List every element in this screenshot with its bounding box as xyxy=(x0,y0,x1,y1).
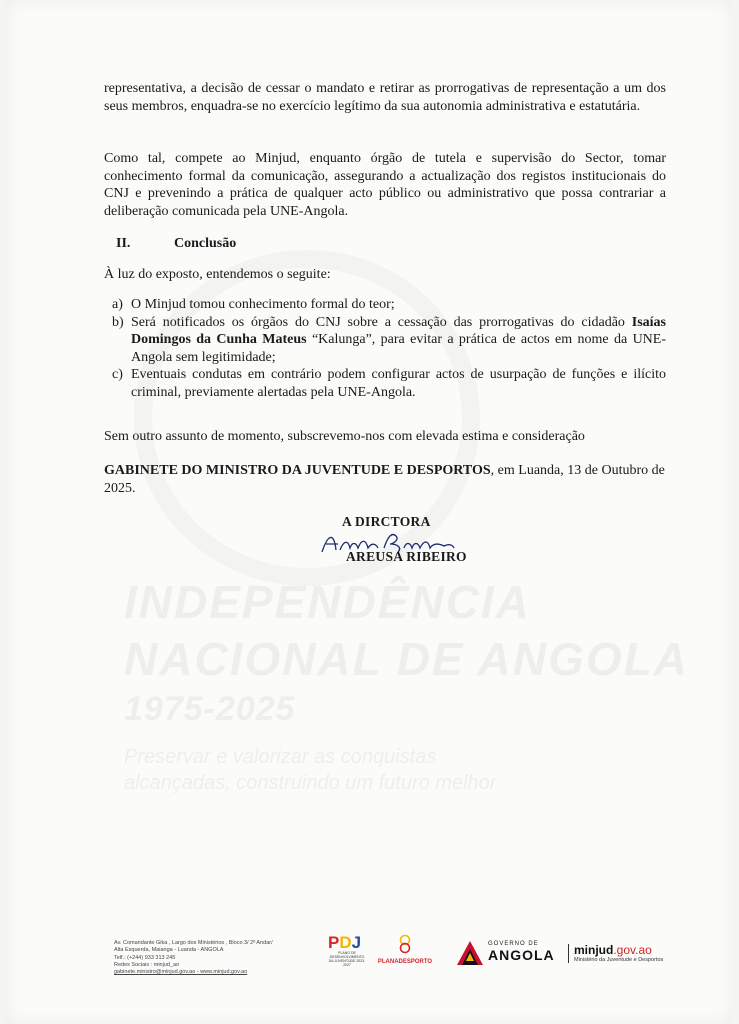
watermark-line-4: Preservar e valorizar as conquistas xyxy=(124,746,437,768)
watermark-line-2: NACIONAL DE ANGOLA xyxy=(124,633,689,685)
document-page: INDEPENDÊNCIA NACIONAL DE ANGOLA 1975-2025 Preservar e valorizar as conquistas alcançadas, construindo um futuro melhor representativa, a decisão de cessar o mandato e retirar as prorrogativas de representação a um dos seus membros, enquadra-se no exercício legítimo da sua autonomia administrativa e estatutária. Como tal, compete ao Minjud, enquanto órgão de tutela e supervisão do Sector, tomar conhecimento formal da comunicação, assegurando a actualização dos registos institucionais do CNJ e prevenindo a prática de qualquer acto público ou administrativo que possa contrariar a deliberação comunicada pela UNE-Angola. II. Conclusão À luz do exposto, entendemos o seguite: a) O Minjud tomou conhecimento formal do teor; b) Será notificados os órgãos do CNJ sobre a cessação das prorrogativas do cidadão Isaías Domingos da Cunha Mateus “Kalunga”, para evitar a prática de actos em nome da UNE-Angola sem legitimidade; c) Eventuais condutas em contrário podem configurar actos de usurpação de funções e ilícito criminal, previamente alertadas pela UNE-Angola. Sem outro assunto de momento, subscrevemo-nos com elevada estima e consideração GABINETE DO MINISTRO DA JUVENTUDE E DESPORTOS, em Luanda, 13 de Outubro de 2025. A DIRCTORA AREUSA RIBEIRO Av. Comandante Gika , Largo dos Ministérios , Bloco 3/ 2º Andar/ Alta Esquerda, Maianga - Luanda - ANGOLA Telf.: (+244) 933 313 245 Redes Sociais : minjud_ao gabinete.ministro@minjud.gov.ao - www.minjud.gov.ao PDJ PLANO DE DESENVOLVIMENTO DA JUVENTUDE 2023-2027 PLANADESPORTO GOVERNO DE ANGOLA minjud.gov.ao Ministério da Juventude e Desportos xyxy=(6,0,732,1024)
list-item: b) Será notificados os órgãos do CNJ sobre a cessação das prorrogativas do cidadão Isaías Domingos da Cunha Mateus “Kalunga”, para evitar a prática de actos em nome da UNE-Angola sem legitimidade; xyxy=(112,314,666,365)
watermark-line-3: 1975-2025 xyxy=(124,690,296,728)
conclusion-list xyxy=(104,296,666,401)
list-marker: c) xyxy=(112,367,123,382)
paragraph-1: representativa, a decisão de cessar o mandato e retirar as prorrogativas de representação a um dos seus membros, enquadra-se no exercício legítimo da sua autonomia administrativa e estatutária. xyxy=(104,81,666,114)
signature-title: A DIRCTORA xyxy=(342,514,431,529)
footer-address: Av. Comandante Gika , Largo dos Ministérios , Bloco 3/ 2º Andar/ Alta Esquerda, Maianga - Luanda - ANGOLA Telf.: (+244) 933 313 245 Redes Sociais : minjud_ao gabinete.ministro@minjud.gov.ao - www.minjud.gov.ao xyxy=(114,940,273,976)
office-name: GABINETE DO MINISTRO DA JUVENTUDE E DESPORTOS xyxy=(104,463,491,478)
minjud-logo: minjud.gov.ao Ministério da Juventude e Desportos xyxy=(568,944,684,963)
dateline: , em Luanda, 13 de Outubro de 2025. xyxy=(104,463,665,496)
planadesporto-logo: PLANADESPORTO xyxy=(374,934,436,965)
section-title: Conclusão xyxy=(174,236,237,251)
office-dateline xyxy=(104,462,666,497)
list-item: a) O Minjud tomou conhecimento formal do teor; xyxy=(112,297,395,312)
paragraph-2: Como tal, compete ao Minjud, enquanto órgão de tutela e supervisão do Sector, tomar conhecimento formal da comunicação, assegurando a actualização dos registos institucionais do CNJ e prevenindo a prática de qualquer acto público ou administrativo que possa contrariar a deliberação comunicada pela UNE-Angola. xyxy=(104,151,666,219)
pdj-logo: PDJ PLANO DE DESENVOLVIMENTO DA JUVENTUDE 2023-2027 xyxy=(328,933,366,967)
list-item: c) Eventuais condutas em contrário podem configurar actos de usurpação de funções e ilícito criminal, previamente alertadas pela UNE-Angola. xyxy=(112,367,666,400)
angola-emblem-icon xyxy=(456,940,484,966)
closing-text: Sem outro assunto de momento, subscrevemo-nos com elevada estima e consideração xyxy=(104,429,585,444)
citizen-name: Isaías Domingos da Cunha Mateus xyxy=(131,314,666,347)
section-number: II. xyxy=(116,236,131,251)
section-heading xyxy=(116,236,236,252)
planadesporto-icon xyxy=(394,934,416,954)
watermark-line-1: INDEPENDÊNCIA xyxy=(124,576,531,628)
watermark-line-5: alcançadas, construindo um futuro melhor xyxy=(124,772,497,794)
list-marker: a) xyxy=(112,297,123,312)
signatory-name: AREUSA RIBEIRO xyxy=(346,549,467,564)
intro-text: À luz do exposto, entendemos o seguite: xyxy=(104,267,331,282)
list-marker: b) xyxy=(112,314,124,330)
